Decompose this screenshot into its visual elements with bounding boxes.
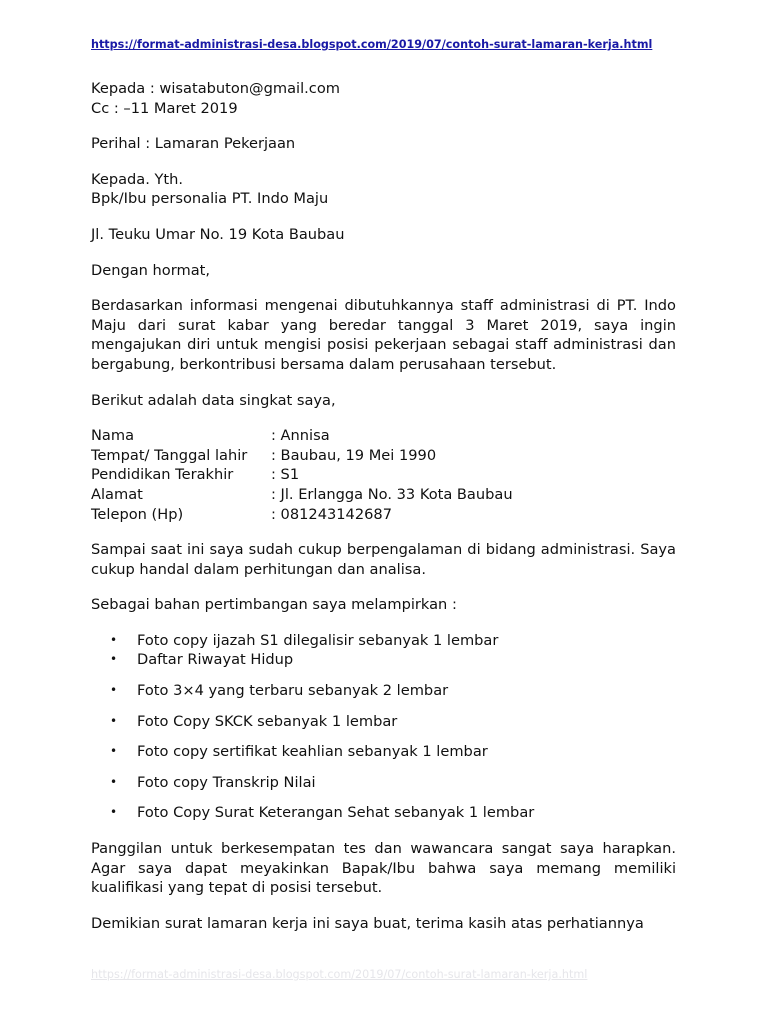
bullet-icon: • [110, 683, 118, 698]
bullet-icon: • [110, 774, 118, 789]
data-label: Nama [91, 427, 135, 445]
paragraph-intro: Berdasarkan informasi mengenai dibutuhkannya staff administrasi di PT. Indo Maju dari surat kabar yang beredar tanggal 3 Maret 2019, saya ingin mengajukan diri untuk mengisi posisi pekerjaan sebagai staff administrasi dan bergabung, berkontribusi bersama dalam perusahaan tersebut. [91, 297, 676, 373]
list-item [91, 681, 676, 701]
list-item [91, 631, 676, 651]
recipient-salutation: Kepada. Yth. [91, 170, 184, 188]
bullet-icon: • [110, 632, 118, 647]
bullet-icon: • [110, 652, 118, 667]
list-item [91, 742, 676, 762]
data-label: Telepon (Hp) [91, 505, 184, 523]
data-row-phone [91, 505, 513, 525]
attachment-text: Foto copy sertifikat keahlian sebanyak 1 lembar [137, 743, 488, 761]
to-line: Kepada : wisatabuton@gmail.com [91, 80, 340, 97]
attachments-intro: Sebagai bahan pertimbangan saya melampirkan : [91, 596, 457, 614]
paragraph-request: Panggilan untuk berkesempatan tes dan wawancara sangat saya harapkan. Agar saya dapat meyakinkan Bapak/Ibu bahwa saya memang memiliki kualifikasi yang tepat di posisi tersebut. [91, 840, 676, 897]
subject-line: Perihal : Lamaran Pekerjaan [91, 135, 296, 153]
cc-line: Cc : –11 Maret 2019 [91, 99, 238, 117]
data-label: Pendidikan Terakhir [91, 466, 234, 484]
attachments-list [91, 631, 676, 823]
list-item [91, 773, 676, 793]
footer-url-link[interactable]: https://format-administrasi-desa.blogspot.com/2019/07/contoh-surat-lamaran-kerja.html [91, 968, 588, 981]
attachment-text: Daftar Riwayat Hidup [137, 651, 294, 669]
data-row-education [91, 465, 513, 485]
attachment-text: Foto copy ijazah S1 dilegalisir sebanyak 1 lembar [137, 631, 499, 649]
recipient-address: Jl. Teuku Umar No. 19 Kota Baubau [91, 225, 345, 243]
data-value: : 081243142687 [271, 505, 392, 523]
bullet-icon: • [110, 744, 118, 759]
data-value: : S1 [271, 466, 300, 484]
list-item [91, 803, 676, 823]
attachment-text: Foto 3×4 yang terbaru sebanyak 2 lembar [137, 682, 449, 700]
data-row-name [91, 426, 513, 446]
data-value: : Baubau, 19 Mei 1990 [271, 446, 437, 464]
bullet-icon: • [110, 713, 118, 728]
data-value: : Annisa [271, 427, 330, 445]
list-item [91, 650, 676, 670]
paragraph-experience: Sampai saat ini saya sudah cukup berpengalaman di bidang administrasi. Saya cukup handal dalam perhitungan dan analisa. [91, 541, 676, 578]
recipient-name: Bpk/Ibu personalia PT. Indo Maju [91, 190, 329, 208]
attachment-text: Foto copy Transkrip Nilai [137, 773, 316, 791]
data-label: Tempat/ Tanggal lahir [91, 446, 248, 464]
data-intro: Berikut adalah data singkat saya, [91, 391, 336, 409]
attachment-text: Foto Copy Surat Keterangan Sehat sebanyak 1 lembar [137, 804, 535, 822]
data-row-address [91, 485, 513, 505]
closing-line: Demikian surat lamaran kerja ini saya buat, terima kasih atas perhatiannya [91, 914, 644, 932]
source-url-link[interactable]: https://format-administrasi-desa.blogspot.com/2019/07/contoh-surat-lamaran-kerja.html [91, 38, 653, 51]
letter-body [91, 79, 676, 933]
greeting: Dengan hormat, [91, 261, 211, 279]
data-label: Alamat [91, 485, 143, 503]
data-row-birth [91, 446, 513, 466]
bullet-icon: • [110, 805, 118, 820]
attachment-text: Foto Copy SKCK sebanyak 1 lembar [137, 712, 398, 730]
data-value: : Jl. Erlangga No. 33 Kota Baubau [271, 485, 513, 503]
personal-data-table [91, 426, 513, 524]
list-item [91, 712, 676, 732]
